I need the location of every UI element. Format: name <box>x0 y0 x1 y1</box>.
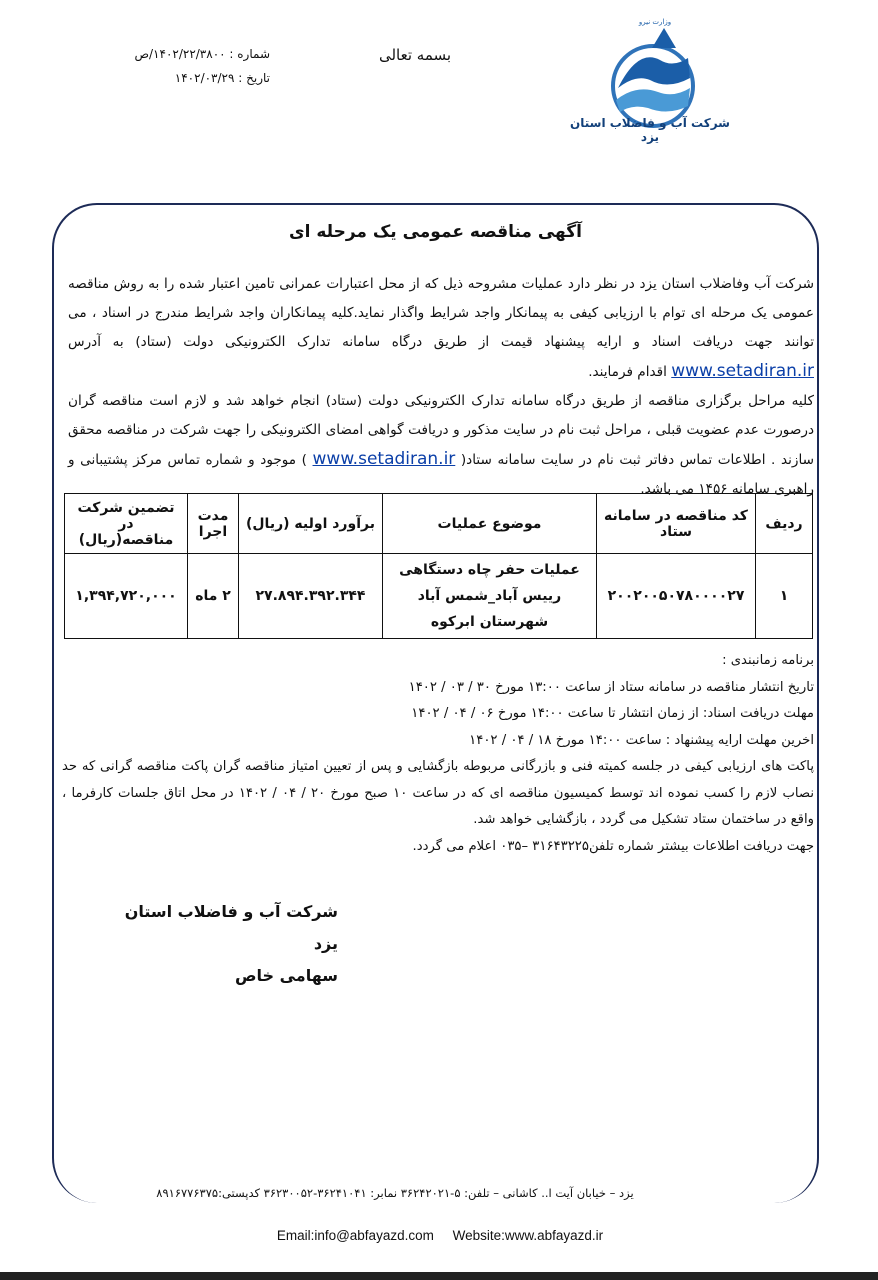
table-header-row <box>65 494 813 554</box>
col-header-guarantee: تضمین شرکت در مناقصه(ریال) <box>65 494 188 554</box>
signature-company: شرکت آب و فاضلاب استان یزد <box>124 902 338 953</box>
cell-estimate: ۲۷.۸۹۴.۳۹۲.۳۴۴ <box>239 554 383 639</box>
logo-company-name: شرکت آب و فاضلاب استان یزد <box>570 116 730 144</box>
col-header-index: ردیف <box>756 494 813 554</box>
notice-title: آگهی مناقصه عمومی یک مرحله ای <box>289 222 582 242</box>
schedule-contact: جهت دریافت اطلاعات بیشتر شماره تلفن۳۱۶۴۳۲۲۵ –۰۳۵ اعلام می گردد. <box>412 838 814 854</box>
setadiran-link-1[interactable]: www.setadiran.ir <box>671 361 814 381</box>
schedule-document-deadline: مهلت دریافت اسناد: از زمان انتشار تا ساعت ۱۴:۰۰ مورخ ۰۶ / ۰۴ / ۱۴۰۲ <box>411 706 814 721</box>
footer-email[interactable]: Email:info@abfayazd.com <box>276 1228 434 1243</box>
footer-website[interactable]: Website:www.abfayazd.ir <box>452 1228 604 1243</box>
col-header-subject: موضوع عملیات <box>383 494 597 554</box>
intro-para1-text: شرکت آب وفاضلاب استان یزد در نظر دارد عملیات مشروحه ذیل که از محل اعتبارات عمرانی تامین اعتبار شده را به روش مناقصه عمومی یک مرحله ای توام با ارزیابی کیفی به پیمانکار واجد شرایط واگذار نماید.کلیه پیمانکاران واجد شرایط مندرج در اسناد ، می توانند جهت دریافت اسناد و ارایه پیشنهاد قیمت از طریق درگاه سامانه تدارک الکترونیکی دولت (ستاد) به آدرس <box>68 276 814 350</box>
cell-duration: ۲ ماه <box>188 554 239 639</box>
basmala: بسمه تعالی <box>378 46 452 64</box>
schedule-section <box>62 648 814 860</box>
intro-para1-end: اقدام فرمایند. <box>588 364 667 380</box>
cell-code: ۲۰۰۲۰۰۵۰۷۸۰۰۰۰۲۷ <box>597 554 756 639</box>
letter-date: تاریخ : ۱۴۰۲/۰۳/۲۹ <box>174 71 270 85</box>
signature-block <box>98 896 338 992</box>
schedule-offer-deadline: اخرین مهلت ارایه پیشنهاد : ساعت ۱۴:۰۰ مورخ ۱۸ / ۰۴ / ۱۴۰۲ <box>469 732 814 748</box>
schedule-opening-info: پاکت های ارزیابی کیفی در جلسه کمیته فنی و بازرگانی مربوطه بازگشایی و پس از تعیین امتیاز مناقصه گران پاکت مناقصه گرانی که حد نصاب لازم را کسب نموده اند توسط کمیسیون مناقصه ای که در ساعت ۱۰ صبح مورخ ۲۰ / ۰۴ / ۱۴۰۲ در محل اتاق جلسات کارفرما ، واقع در ساختمان ستاد تشکیل می گردد ، بازگشایی خواهد شد. <box>62 759 815 827</box>
schedule-heading: برنامه زمانبندی : <box>722 653 814 668</box>
col-header-duration: مدت اجرا <box>188 494 239 554</box>
reference-block <box>95 42 270 90</box>
footer-address: یزد – خیابان آیت ا.. کاشانی – تلفن: ۵-۳۶۲۴۲۰۲۱ نمابر: ۳۶۲۴۱۰۴۱-۳۶۲۳۰۰۵۲ کدپستی:۸۹۱۶۷۷۶۳۷۵ <box>156 1186 634 1200</box>
tender-table <box>64 493 813 639</box>
intro-para2-end: ) موجود و شماره تماس مرکز پشتیبانی و راهبری سامانه ۱۴۵۶ می باشد. <box>68 452 814 497</box>
signature-type: سهامی خاص <box>234 966 338 985</box>
cell-subject: عملیات حفر چاه دستگاهی رییس آباد_شمس آباد شهرستان ابرکوه <box>383 554 597 639</box>
cell-guarantee: ۱,۳۹۴,۷۲۰,۰۰۰ <box>65 554 188 639</box>
intro-para2-text: کلیه مراحل برگزاری مناقصه از طریق درگاه سامانه تدارک الکترونیکی دولت (ستاد) انجام خواهد شد و لازم است مناقصه گران درصورت عدم عضویت قبلی ، مراحل ثبت نام در سایت مذکور و دریافت گواهی امضای الکترونیکی را جهت شرکت در مناقصه محقق سازند . اطلاعات تماس دفاتر ثبت نام در سایت سامانه ستاد( <box>68 393 814 468</box>
notice-intro <box>68 270 814 504</box>
col-header-estimate: برآورد اولیه (ریال) <box>239 494 383 554</box>
table-row <box>65 554 813 639</box>
bottom-edge-bar <box>0 1272 878 1280</box>
ministry-logo-text: وزارت نیرو <box>638 18 672 26</box>
schedule-publish-date: تاریخ انتشار مناقصه در سامانه ستاد از ساعت ۱۳:۰۰ مورخ ۳۰ / ۰۳ / ۱۴۰۲ <box>408 679 814 695</box>
setadiran-link-2[interactable]: www.setadiran.ir <box>312 449 456 469</box>
col-header-code: کد مناقصه در سامانه ستاد <box>597 494 756 554</box>
footer-contact <box>200 1228 680 1243</box>
cell-index: ۱ <box>756 554 813 639</box>
letter-number: شماره : ۱۴۰۲/۲۲/۳۸۰۰/ص <box>134 47 270 61</box>
